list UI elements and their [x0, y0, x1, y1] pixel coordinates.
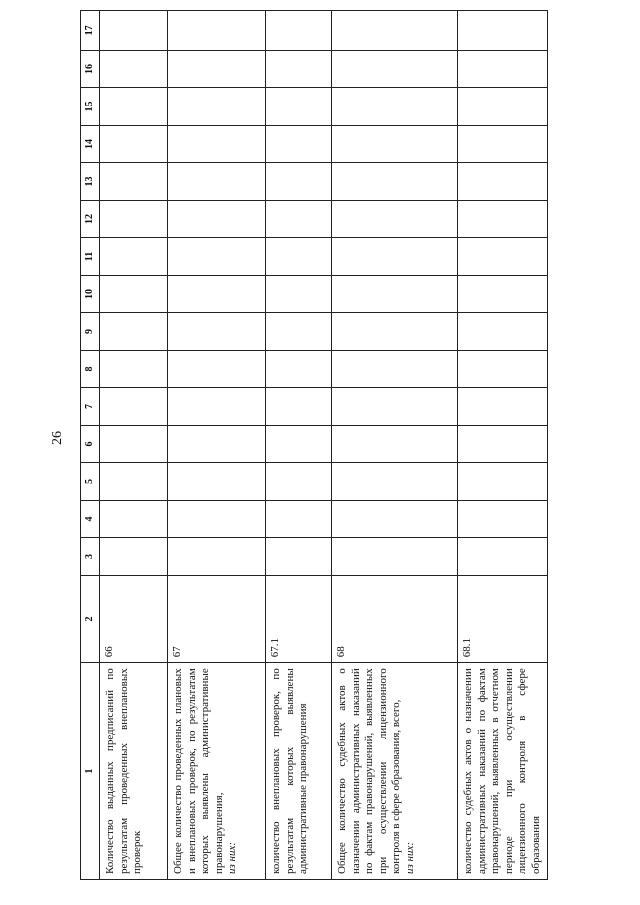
empty-cell — [332, 125, 458, 163]
empty-cell — [168, 50, 266, 88]
empty-cell — [266, 350, 332, 388]
empty-cell — [266, 200, 332, 238]
row-label — [100, 663, 168, 880]
empty-cell — [168, 463, 266, 501]
row-label — [332, 663, 458, 880]
empty-cell — [266, 500, 332, 538]
empty-cell — [458, 238, 548, 276]
empty-cell — [168, 11, 266, 51]
empty-cell — [332, 350, 458, 388]
empty-cell — [458, 200, 548, 238]
empty-cell — [100, 388, 168, 426]
empty-cell — [332, 463, 458, 501]
empty-cell — [458, 425, 548, 463]
empty-cell — [266, 88, 332, 126]
empty-cell — [100, 275, 168, 313]
empty-cell — [100, 538, 168, 576]
empty-cell — [332, 238, 458, 276]
empty-cell — [168, 538, 266, 576]
empty-cell — [168, 88, 266, 126]
empty-cell — [100, 350, 168, 388]
empty-cell — [458, 125, 548, 163]
empty-cell — [100, 200, 168, 238]
column-header: 15 — [81, 88, 100, 126]
empty-cell — [100, 500, 168, 538]
empty-cell — [266, 388, 332, 426]
table-row — [168, 11, 266, 880]
column-header: 9 — [81, 313, 100, 351]
report-table — [80, 10, 548, 880]
row-sublabel: из них: — [403, 841, 416, 874]
column-header: 11 — [81, 238, 100, 276]
empty-cell — [458, 350, 548, 388]
empty-cell — [100, 50, 168, 88]
column-header: 17 — [81, 11, 100, 51]
column-header: 7 — [81, 388, 100, 426]
empty-cell — [332, 88, 458, 126]
empty-cell — [458, 88, 548, 126]
row-label — [458, 663, 548, 880]
empty-cell — [266, 313, 332, 351]
column-header: 16 — [81, 50, 100, 88]
row-label — [266, 663, 332, 880]
empty-cell — [168, 238, 266, 276]
empty-cell — [458, 538, 548, 576]
row-code: 66 — [100, 575, 168, 663]
empty-cell — [100, 125, 168, 163]
empty-cell — [100, 238, 168, 276]
empty-cell — [100, 163, 168, 201]
column-header: 8 — [81, 350, 100, 388]
column-header: 10 — [81, 275, 100, 313]
row-label — [168, 663, 266, 880]
table-row — [458, 11, 548, 880]
empty-cell — [168, 425, 266, 463]
page-number: 26 — [50, 431, 65, 445]
empty-cell — [168, 388, 266, 426]
row-label-text: количество внеплановых проверок, по результатам которых выявлены административные правонарушения — [270, 668, 309, 874]
empty-cell — [332, 313, 458, 351]
row-label-text: Общее количество судебных актов о назначении административных наказаний по фактам правонарушений, выявленных при осуществлении лицензионного контроля в сфере образования, всего, — [336, 668, 402, 874]
empty-cell — [168, 125, 266, 163]
empty-cell — [100, 425, 168, 463]
empty-cell — [332, 500, 458, 538]
row-code: 68 — [332, 575, 458, 663]
column-number-row — [81, 11, 100, 880]
empty-cell — [168, 163, 266, 201]
empty-cell — [458, 11, 548, 51]
column-header: 3 — [81, 538, 100, 576]
empty-cell — [266, 275, 332, 313]
empty-cell — [266, 11, 332, 51]
column-header: 2 — [81, 575, 100, 663]
column-header: 5 — [81, 463, 100, 501]
row-label-text: Количество выданных предписаний по результатам проведенных внеплановых проверок — [104, 668, 143, 874]
empty-cell — [458, 50, 548, 88]
empty-cell — [100, 88, 168, 126]
row-code: 68.1 — [458, 575, 548, 663]
empty-cell — [266, 50, 332, 88]
empty-cell — [332, 425, 458, 463]
column-header: 12 — [81, 200, 100, 238]
empty-cell — [332, 275, 458, 313]
empty-cell — [266, 163, 332, 201]
table-row — [332, 11, 458, 880]
empty-cell — [458, 313, 548, 351]
empty-cell — [168, 350, 266, 388]
empty-cell — [266, 125, 332, 163]
empty-cell — [266, 425, 332, 463]
empty-cell — [332, 11, 458, 51]
empty-cell — [458, 500, 548, 538]
row-label-text: Общее количество проведенных плановых и внеплановых проверок, по результатам которых выявлены административные правонарушения, — [172, 668, 225, 874]
empty-cell — [266, 538, 332, 576]
column-header: 13 — [81, 163, 100, 201]
empty-cell — [168, 313, 266, 351]
empty-cell — [266, 238, 332, 276]
empty-cell — [100, 11, 168, 51]
column-header: 6 — [81, 425, 100, 463]
column-header: 14 — [81, 125, 100, 163]
empty-cell — [458, 463, 548, 501]
empty-cell — [332, 538, 458, 576]
column-header: 1 — [81, 663, 100, 880]
row-sublabel: из них: — [226, 841, 238, 874]
empty-cell — [332, 163, 458, 201]
empty-cell — [458, 275, 548, 313]
column-header: 4 — [81, 500, 100, 538]
empty-cell — [168, 200, 266, 238]
empty-cell — [100, 463, 168, 501]
empty-cell — [168, 500, 266, 538]
empty-cell — [332, 50, 458, 88]
empty-cell — [458, 388, 548, 426]
empty-cell — [168, 275, 266, 313]
empty-cell — [266, 463, 332, 501]
report-table-rotated — [80, 10, 544, 880]
table-row — [100, 11, 168, 880]
row-code: 67.1 — [266, 575, 332, 663]
table-row — [266, 11, 332, 880]
empty-cell — [332, 200, 458, 238]
row-code: 67 — [168, 575, 266, 663]
empty-cell — [458, 163, 548, 201]
empty-cell — [332, 388, 458, 426]
row-label-text: количество судебных актов о назначении административных наказаний по фактам правонарушений, выявленных в отчетном периоде при осуществлении лицензионного контроля в сфере образования — [462, 668, 542, 874]
empty-cell — [100, 313, 168, 351]
